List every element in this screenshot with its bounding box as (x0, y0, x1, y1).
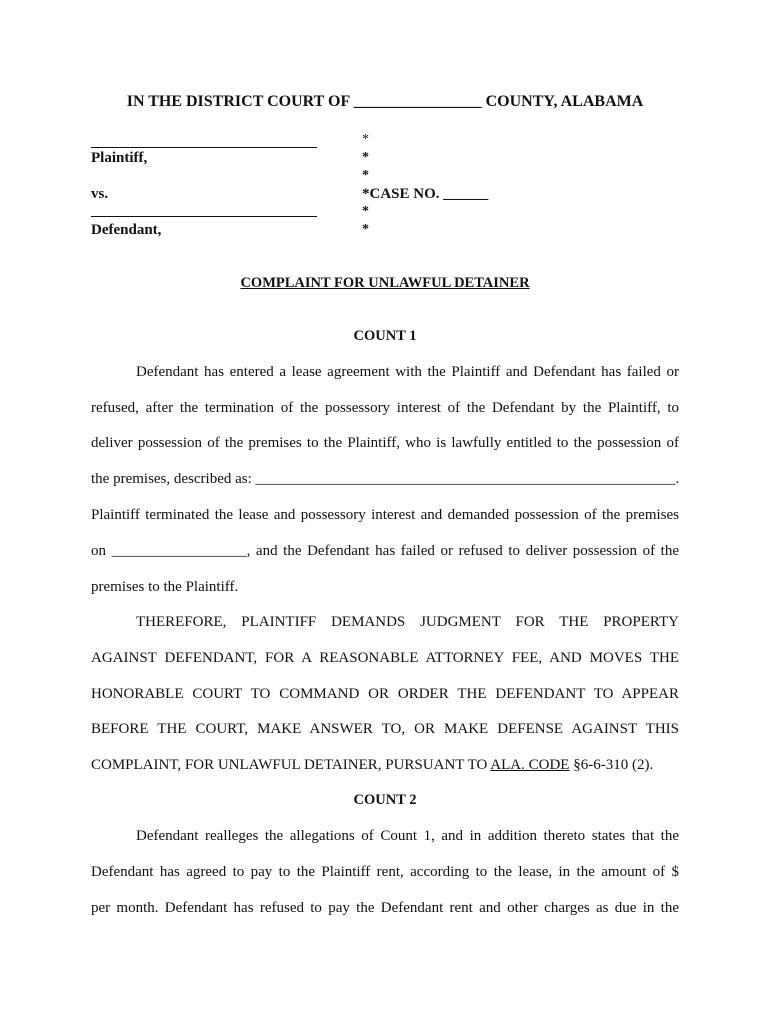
count-1-line: Defendant has entered a lease agreement with the Plaintiff and Defendant has failed or (136, 364, 679, 380)
demand-line: BEFORE THE COURT, MAKE ANSWER TO, OR MAKE DEFENSE AGAINST THIS (91, 721, 679, 737)
count-1-line: deliver possession of the premises to the Plaintiff, who is lawfully entitled to the possession of (91, 435, 679, 451)
count-1-heading: COUNT 1 (353, 328, 417, 344)
demand-text: COMPLAINT, FOR UNLAWFUL DETAINER, PURSUANT TO (91, 757, 491, 773)
defendant-name-line (91, 216, 317, 217)
caption-star: * (362, 132, 369, 147)
demand-line: HONORABLE COURT TO COMMAND OR ORDER THE DEFENDANT TO APPEAR (91, 686, 679, 702)
document-title: COMPLAINT FOR UNLAWFUL DETAINER (240, 275, 530, 291)
plaintiff-label: Plaintiff, (91, 150, 148, 166)
vs-label: vs. (91, 186, 109, 202)
case-number-field: *CASE NO. ______ (362, 186, 489, 202)
count-2-line: Defendant realleges the allegations of Count 1, and in addition thereto states that the (136, 828, 679, 844)
caption-star: * (362, 204, 369, 219)
count-2-line: per month. Defendant has refused to pay the Defendant rent and other charges as due in the (91, 900, 679, 916)
count-1-line: Plaintiff terminated the lease and possessory interest and demanded possession of the premises (91, 507, 679, 523)
plaintiff-name-line (91, 147, 317, 148)
caption-star: * (362, 150, 369, 165)
count-2-line: Defendant has agreed to pay to the Plaintiff rent, according to the lease, in the amount of $ (91, 864, 679, 880)
demand-date-line: on __________________, and the Defendant has failed or refused to deliver possession of the (91, 543, 679, 559)
count-1-line: premises to the Plaintiff. (91, 579, 239, 595)
caption-star: * (362, 222, 369, 237)
statute-citation: ALA. CODE (490, 757, 570, 773)
demand-line: AGAINST DEFENDANT, FOR A REASONABLE ATTORNEY FEE, AND MOVES THE (91, 650, 679, 666)
demand-line: THEREFORE, PLAINTIFF DEMANDS JUDGMENT FOR THE PROPERTY (136, 614, 679, 630)
count-2-heading: COUNT 2 (353, 792, 417, 808)
caption-star: * (362, 168, 369, 183)
count-1-line: refused, after the termination of the possessory interest of the Defendant by the Plaintiff, to (91, 400, 679, 416)
premises-description-line: the premises, described as: ________________________________________________________. (91, 471, 680, 487)
statute-section: §6-6-310 (2). (569, 757, 654, 773)
defendant-label: Defendant, (91, 222, 162, 238)
demand-line-last (91, 757, 679, 774)
court-heading: IN THE DISTRICT COURT OF ________________ COUNTY, ALABAMA (126, 93, 644, 110)
